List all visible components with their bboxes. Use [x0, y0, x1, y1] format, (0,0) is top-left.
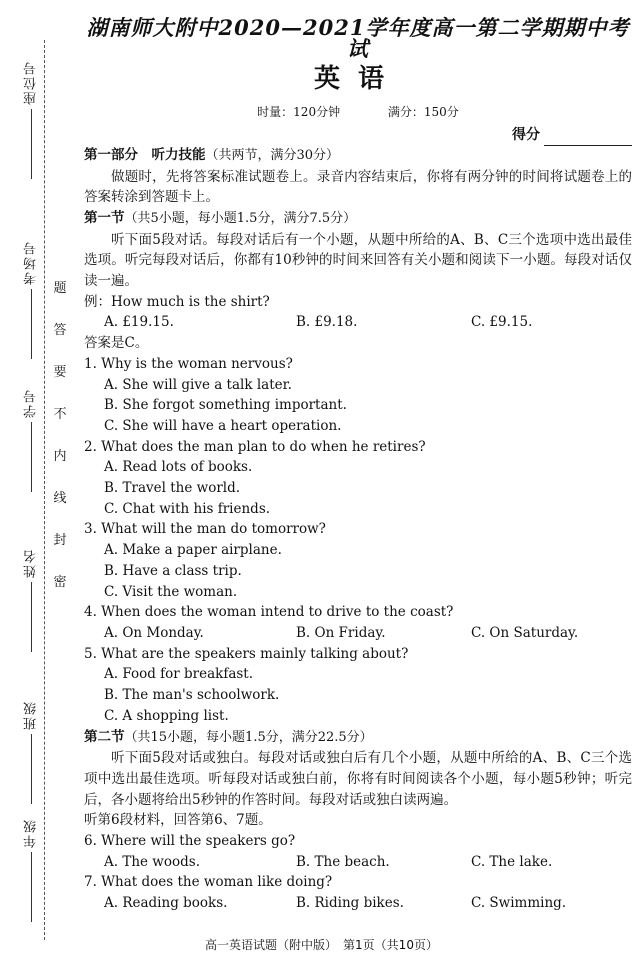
binding-dashed-line: [44, 40, 45, 940]
section1-instruction: 听下面5段对话。每段对话后有一个小题，从题中所给的A、B、C三个选项中选出最佳选项。听完每段对话后，你都有10秒钟的时间来回答有关小题和阅读下一小题。每段对话仅读一遍。: [84, 231, 632, 290]
full-score: 满分：150分: [387, 105, 459, 120]
binding-margin: [0, 0, 80, 966]
question-4: 4. When does the woman intend to drive to the coast? A. On Monday. B. On Friday. C. On Saturday.: [84, 602, 632, 643]
example-answer: 答案是C。: [84, 335, 149, 352]
option: B. Travel the world.: [104, 480, 241, 497]
question-7: 7. What does the woman like doing? A. Reading books. B. Riding bikes. C. Swimming.: [84, 872, 632, 913]
option: B. Have a class trip.: [104, 562, 242, 579]
score-field: 得分: [84, 125, 632, 145]
option: A. Food for breakfast.: [104, 666, 254, 683]
option: A. Read lots of books.: [104, 459, 253, 476]
option: B. The man's schoolwork.: [104, 687, 280, 704]
option: B. She forgot something important.: [104, 397, 347, 414]
student-number-field: 学号: [22, 388, 41, 492]
options-row: A. Reading books. B. Riding bikes. C. Swimming.: [104, 895, 567, 912]
exam-content: [84, 10, 632, 914]
exam-meta: [84, 102, 632, 123]
section2-instruction: 听下面5段对话或独白。每段对话或独白后有几个小题，从题中所给的A、B、C三个选项中选出最佳选项。听每段对话或独白前，你将有时间阅读各个小题，每小题5秒钟；听完后，各小题将给出5秒钟的作答时间。每段对话或独白读两遍。: [84, 750, 632, 808]
section2-heading: 第二节（共15小题，每小题1.5分，满分22.5分）: [84, 728, 373, 745]
page-footer: 高一英语试题（附中版） 第1页（共10页）: [205, 938, 438, 952]
option: C. Chat with his friends.: [104, 500, 271, 517]
question-3: 3. What will the man do tomorrow? A. Make a paper airplane. B. Have a class trip. C. Visit the woman.: [84, 519, 632, 602]
question-6: 6. Where will the speakers go? A. The woods. B. The beach. C. The lake.: [84, 831, 632, 872]
time-limit: 时量：120分钟: [257, 105, 341, 120]
options-row: A. On Monday. B. On Friday. C. On Saturday.: [104, 624, 579, 641]
question-1: 1. Why is the woman nervous? A. She will give a talk later. B. She forgot something important. C. She will have a heart operation.: [84, 354, 632, 437]
question-5: 5. What are the speakers mainly talking about? A. Food for breakfast. B. The man's schoolwork. C. A shopping list.: [84, 644, 632, 727]
option: C. A shopping list.: [104, 707, 229, 724]
option: A. Make a paper airplane.: [104, 542, 282, 559]
option: A. She will give a talk later.: [104, 376, 292, 393]
class-field: 班级: [22, 700, 41, 804]
example-question: 例：How much is the shirt?: [84, 293, 270, 310]
example-options: A. £19.15. B. £9.18. C. £9.15.: [104, 314, 533, 331]
exam-title: 湖南师大附中2020—2021学年度高一第二学期期中考试: [86, 15, 630, 61]
grade-field: 年级: [22, 818, 41, 922]
option: C. Visit the woman.: [104, 583, 238, 600]
option: C. She will have a heart operation.: [104, 417, 342, 434]
part1-heading: 第一部分 听力技能（共两节，满分30分）: [84, 146, 340, 163]
options-row: A. The woods. B. The beach. C. The lake.: [104, 853, 553, 870]
material-note: 听第6段材料，回答第6、7题。: [84, 812, 272, 829]
exam-room-field: 考场号: [22, 240, 41, 359]
part1-instruction: 做题时，先将答案标准试题卷上。录音内容结束后，你将有两分钟的时间将试题卷上的答案转涂到答题卡上。: [84, 168, 632, 206]
subject-title: 英语: [313, 64, 402, 95]
section1-heading: 第一节（共5小题，每小题1.5分，满分7.5分）: [84, 209, 357, 226]
seal-line-text: 题 答 要 不 内 线 封 密: [53, 281, 67, 590]
seat-number-field: 座位号: [22, 60, 41, 179]
name-field: 姓名: [22, 548, 41, 652]
question-2: 2. What does the man plan to do when he retires? A. Read lots of books. B. Travel the world. C. Chat with his friends.: [84, 437, 632, 520]
